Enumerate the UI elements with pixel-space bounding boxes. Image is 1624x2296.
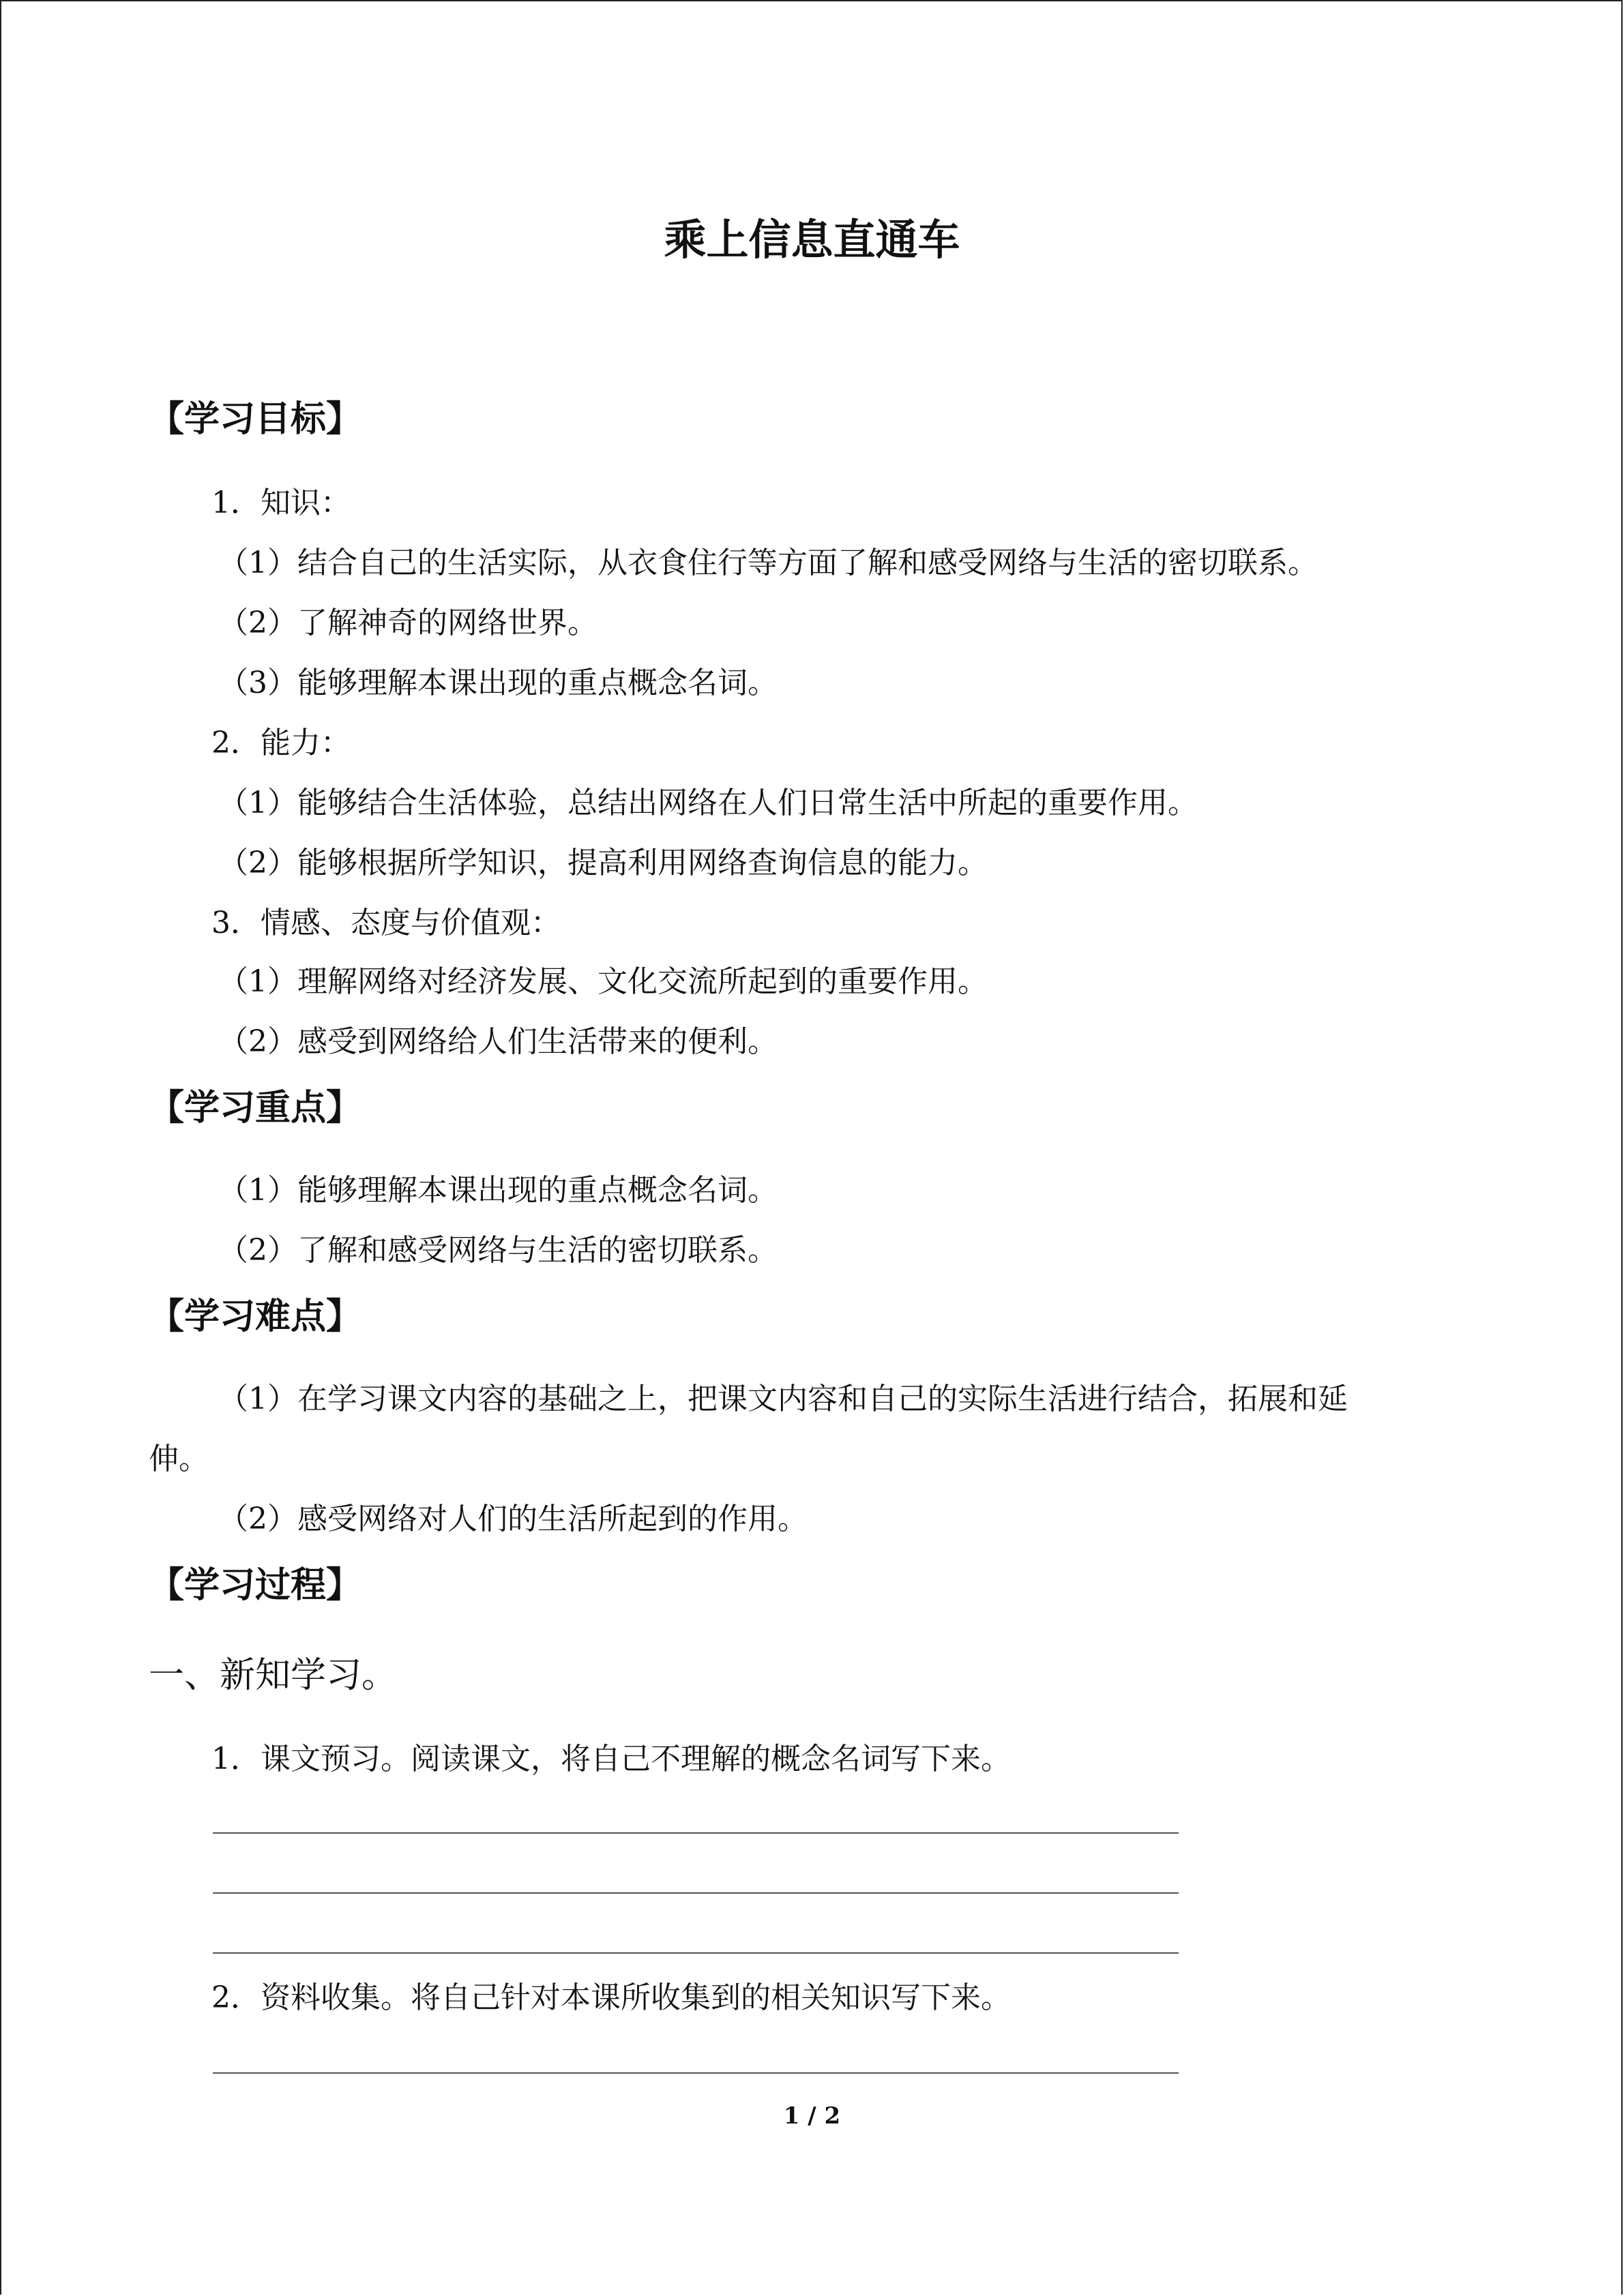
ability-label: 2．能力： xyxy=(211,726,351,760)
difficulty-1-line-1: （1）在学习课文内容的基础之上，把课文内容和自己的实际生活进行结合，拓展和延 xyxy=(218,1382,1348,1416)
answer-line-2[interactable] xyxy=(213,1892,1179,1894)
knowledge-item-2: （2）了解神奇的网络世界。 xyxy=(218,606,597,640)
emotion-item-2: （2）感受到网络给人们生活带来的便利。 xyxy=(218,1024,778,1059)
knowledge-item-1: （1）结合自己的生活实际，从衣食住行等方面了解和感受网络与生活的密切联系。 xyxy=(218,546,1318,580)
knowledge-label: 1．知识： xyxy=(211,486,351,520)
task-1: 1．课文预习。阅读课文，将自己不理解的概念名词写下来。 xyxy=(211,1742,1011,1776)
ability-item-2: （2）能够根据所学知识，提高利用网络查询信息的能力。 xyxy=(218,846,988,880)
answer-line-4[interactable] xyxy=(213,2072,1179,2074)
knowledge-item-3: （3）能够理解本课出现的重点概念名词。 xyxy=(218,666,778,700)
ability-item-1: （1）能够结合生活体验，总结出网络在人们日常生活中所起的重要作用。 xyxy=(218,786,1198,820)
difficulty-1-line-2: 伸。 xyxy=(149,1442,209,1476)
answer-line-1[interactable] xyxy=(213,1832,1179,1834)
part-heading-new-knowledge: 一、新知学习。 xyxy=(149,1655,398,1696)
key-point-1: （1）能够理解本课出现的重点概念名词。 xyxy=(218,1173,778,1208)
difficulty-2: （2）感受网络对人们的生活所起到的作用。 xyxy=(218,1502,808,1536)
emotion-item-1: （1）理解网络对经济发展、文化交流所起到的重要作用。 xyxy=(218,964,988,999)
heading-process: 【学习过程】 xyxy=(149,1565,362,1606)
heading-objectives: 【学习目标】 xyxy=(149,399,362,440)
document-title: 乘上信息直通车 xyxy=(664,215,960,265)
heading-key-points: 【学习重点】 xyxy=(149,1088,362,1129)
heading-difficulties: 【学习难点】 xyxy=(149,1296,362,1337)
emotion-label: 3．情感、态度与价值观： xyxy=(211,906,561,940)
page-number: 1 / 2 xyxy=(783,2102,841,2130)
answer-line-3[interactable] xyxy=(213,1952,1179,1954)
key-point-2: （2）了解和感受网络与生活的密切联系。 xyxy=(218,1233,778,1268)
task-2: 2．资料收集。将自己针对本课所收集到的相关知识写下来。 xyxy=(211,1980,1011,2015)
